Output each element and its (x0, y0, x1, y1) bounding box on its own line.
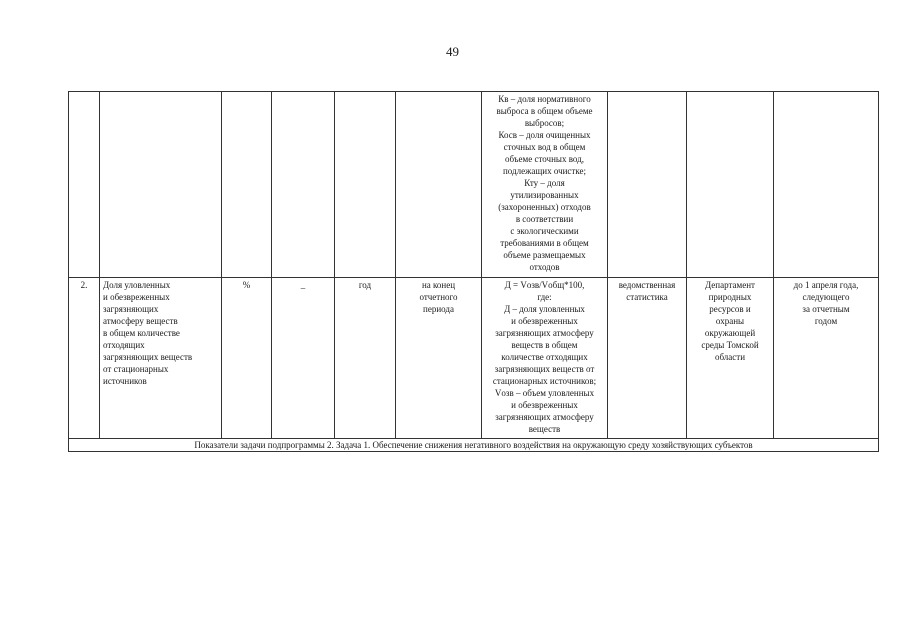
name-line: в общем количестве (103, 328, 180, 338)
formula-line: с экологическими (510, 226, 579, 236)
formula-line: подлежащих очистке; (502, 166, 586, 176)
name-line: атмосферу веществ (103, 316, 178, 326)
cell-formula (482, 278, 608, 439)
cell-unit: % (222, 278, 272, 439)
formula-line: Д – доля уловленных (504, 304, 585, 314)
table-row-section (69, 439, 879, 452)
formula-line: загрязняющих веществ от (494, 364, 595, 374)
name-line: источников (103, 376, 147, 386)
formula-line: Д = Vозв/Vобщ*100, (504, 280, 585, 290)
name-line: отходящих (103, 340, 145, 350)
formula-line: в соответствии (515, 214, 574, 224)
cell-method (608, 92, 687, 278)
formula-line: отходов (529, 262, 560, 272)
formula-line: и обезвреженных (511, 400, 578, 410)
formula-line: веществ (528, 424, 561, 434)
formula-line: загрязняющих атмосферу (495, 328, 594, 338)
responsible-line: среды Томской (701, 340, 759, 350)
cell-responsible (687, 278, 774, 439)
table-row-indicator (69, 278, 879, 439)
table-row-continuation (69, 92, 879, 278)
cell-dash (272, 92, 335, 278)
cell-unit (222, 92, 272, 278)
cell-periodicity (335, 92, 396, 278)
formula-line: требованиями в общем (500, 238, 589, 248)
cell-time (396, 278, 482, 439)
cell-dash (272, 278, 335, 439)
responsible-line: области (714, 352, 746, 362)
dash-value: – (300, 283, 306, 293)
formula-line: Кту – доля (524, 178, 565, 188)
responsible-line: ресурсов и (709, 304, 751, 314)
formula-line: объеме размещаемых (503, 250, 586, 260)
time-line: отчетного (419, 292, 458, 302)
formula-line: и обезвреженных (511, 316, 578, 326)
cell-formula (482, 92, 608, 278)
name-line: Доля уловленных (103, 280, 171, 290)
cell-deadline (774, 278, 879, 439)
cell-responsible (687, 92, 774, 278)
responsible-line: Департамент (705, 280, 755, 290)
time-line: на конец (421, 280, 456, 290)
cell-periodicity: год (335, 278, 396, 439)
deadline-line: до 1 апреля года, (793, 280, 859, 290)
formula-line: Косв – доля очищенных (498, 130, 591, 140)
time-line: периода (423, 304, 454, 314)
formula-line: выбросов; (524, 118, 565, 128)
formula-line: стационарных источников; (492, 376, 597, 386)
responsible-line: природных (708, 292, 752, 302)
formula-line: (захороненных) отходов (498, 202, 591, 212)
formula-line: загрязняющих атмосферу (495, 412, 594, 422)
name-line: и обезвреженных (103, 292, 170, 302)
name-line: загрязняющих веществ (103, 352, 193, 362)
formula-line: Vозв – объем уловленных (494, 388, 595, 398)
name-line: загрязняющих (103, 304, 159, 314)
deadline-line: следующего (802, 292, 850, 302)
cell-name (100, 278, 222, 439)
formula-line: объеме сточных вод, (505, 154, 584, 164)
method-line: статистика (626, 292, 668, 302)
cell-number (69, 92, 100, 278)
name-line: от стационарных (103, 364, 169, 374)
deadline-line: за отчетным (802, 304, 850, 314)
section-heading: Показатели задачи подпрограммы 2. Задача 1. Обеспечение снижения негативного воздействия на окружающую среду хозяйствующих субъектов (69, 439, 879, 452)
cell-number: 2. (69, 278, 100, 439)
indicators-table (68, 91, 879, 452)
deadline-line: годом (814, 316, 838, 326)
formula-line: сточных вод в общем (503, 142, 586, 152)
formula-line: веществ в общем (511, 340, 578, 350)
responsible-line: окружающей (704, 328, 756, 338)
cell-method (608, 278, 687, 439)
formula-line: утилизированных (510, 190, 579, 200)
cell-deadline (774, 92, 879, 278)
formula-line: количестве отходящих (501, 352, 588, 362)
formula-line: где: (537, 292, 552, 302)
method-line: ведомственная (618, 280, 676, 290)
page-number: 49 (446, 44, 459, 59)
cell-time (396, 92, 482, 278)
formula-line: выброса в общем объеме (496, 106, 593, 116)
formula-line: Кв – доля нормативного (498, 94, 591, 104)
responsible-line: охраны (715, 316, 745, 326)
cell-name (100, 92, 222, 278)
